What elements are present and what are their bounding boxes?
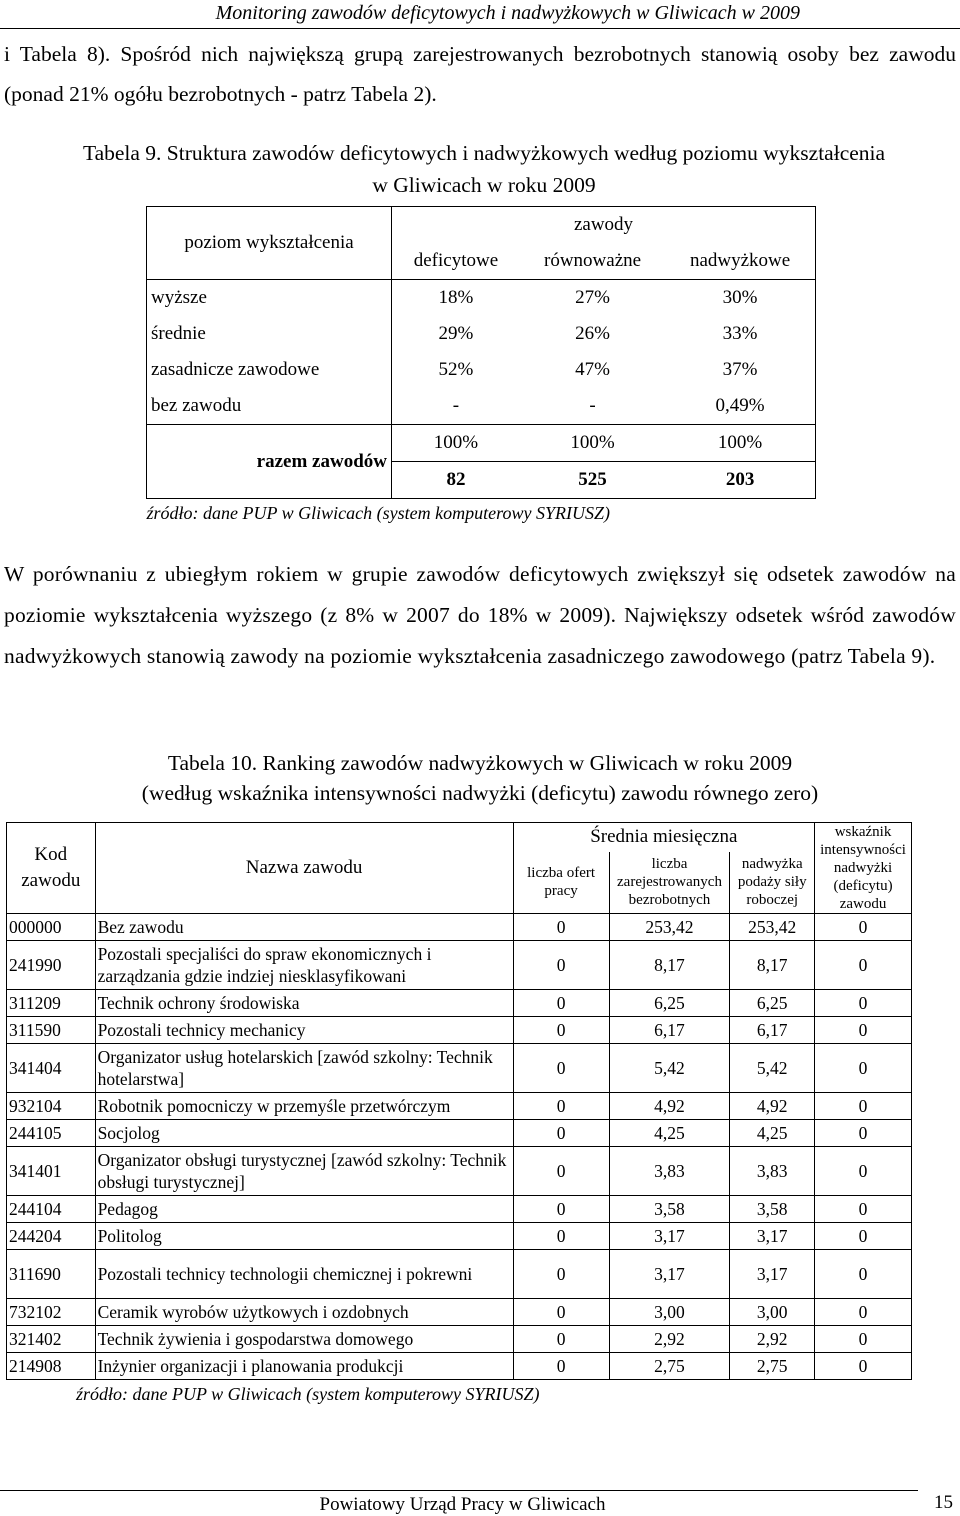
table10-offers-cell: 0: [513, 990, 609, 1017]
table10-code-cell: 311690: [7, 1250, 96, 1299]
table10-surplus-cell: 4,25: [730, 1120, 815, 1147]
table9-cell: 52%: [438, 359, 474, 380]
table10-header-name: Nazwa zawodu: [95, 823, 513, 914]
table-row: [7, 1196, 912, 1223]
table10: [6, 822, 912, 1380]
table10-surplus-cell: 253,42: [730, 914, 815, 941]
table10-surplus-cell: 5,42: [730, 1044, 815, 1093]
table9-total-pct-row: [147, 425, 816, 462]
table9-cell: 18%: [392, 280, 520, 317]
paragraph-2: W porównaniu z ubiegłym rokiem w grupie zawodów deficytowych zwiększył się odsetek zawodów na poziomie wykształcenia wyższego (z 8% w 2007 do 18% w 2009). Największy odsetek wśród zawodów nadwyżkowych stanowią zawody na poziomie wykształcenia zasadniczego zawodowego (patrz Tabela 9).: [4, 562, 956, 668]
table10-unemployed-cell: 6,17: [609, 1017, 730, 1044]
table9-total-cell: 100%: [392, 425, 520, 462]
running-header: Monitoring zawodów deficytowych i nadwyżkowych w Gliwicach w 2009: [215, 2, 800, 24]
table10-index-cell: 0: [815, 1326, 912, 1353]
table10-unemployed-cell: 3,17: [609, 1223, 730, 1250]
table10-surplus-cell: 2,92: [730, 1326, 815, 1353]
table10-code-cell: 932104: [7, 1093, 96, 1120]
table9-caption: [34, 137, 934, 201]
table-row: [7, 914, 912, 941]
table9-total-cell: 82: [392, 462, 520, 499]
table10-code-cell: 321402: [7, 1326, 96, 1353]
table10-name-cell: Organizator usług hotelarskich [zawód szkolny: Technik hotelarstwa]: [95, 1044, 513, 1093]
table9-col-balanced: równoważne: [520, 243, 665, 280]
table9-caption-line2: w Gliwicach w roku 2009: [372, 173, 596, 197]
table10-surplus-cell: 3,00: [730, 1299, 815, 1326]
table9-cell: 27%: [575, 287, 610, 308]
table10-name-cell: Bez zawodu: [95, 914, 513, 941]
table10-caption-line1: Tabela 10. Ranking zawodów nadwyżkowych w Gliwicach w roku 2009: [167, 751, 793, 775]
table9-row-label: średnie: [147, 316, 392, 352]
table10-header-group: Średnia miesięczna: [513, 823, 814, 852]
table10-unemployed-cell: 3,17: [609, 1250, 730, 1299]
table10-code-cell: 341404: [7, 1044, 96, 1093]
table9-total-label: razem zawodów: [147, 425, 392, 499]
table10-name-cell: Pozostali technicy mechanicy: [95, 1017, 513, 1044]
table10-code-cell: 241990: [7, 941, 96, 990]
table10-index-cell: 0: [815, 941, 912, 990]
table9-header-group: zawody: [392, 207, 816, 244]
header-rule: [0, 28, 960, 29]
table10-surplus-cell: 6,25: [730, 990, 815, 1017]
table10-offers-cell: 0: [513, 1044, 609, 1093]
table10-index-cell: 0: [815, 914, 912, 941]
table9-cell: 29%: [438, 323, 474, 344]
table10-unemployed-cell: 5,42: [609, 1044, 730, 1093]
table-row: [7, 1299, 912, 1326]
table9-row: [147, 316, 816, 352]
table-row: [7, 1326, 912, 1353]
table10-name-cell: Technik ochrony środowiska: [95, 990, 513, 1017]
table10-code-cell: 244105: [7, 1120, 96, 1147]
table10-offers-cell: 0: [513, 1120, 609, 1147]
table9-header-level: poziom wykształcenia: [147, 207, 392, 280]
table9-row-label: zasadnicze zawodowe: [147, 352, 392, 388]
footer: Powiatowy Urząd Pracy w Gliwicach: [319, 1494, 606, 1515]
table10-unemployed-cell: 2,75: [609, 1353, 730, 1380]
table10-index-cell: 0: [815, 1093, 912, 1120]
table10-surplus-cell: 2,75: [730, 1353, 815, 1380]
table9-col-surplus: nadwyżkowe: [665, 243, 815, 280]
table10-index-cell: 0: [815, 1223, 912, 1250]
table10-caption-line2: (według wskaźnika intensywności nadwyżki (deficytu) zawodu równego zero): [141, 781, 819, 805]
table10-unemployed-cell: 3,00: [609, 1299, 730, 1326]
table9-col-deficit: deficytowe: [392, 243, 520, 280]
table10-unemployed-cell: 2,92: [609, 1326, 730, 1353]
table10-code-cell: 311590: [7, 1017, 96, 1044]
paragraph-1: i Tabela 8). Spośród nich największą grupą zarejestrowanych bezrobotnych stanowią osoby bez zawodu (ponad 21% ogółu bezrobotnych - patrz Tabela 2).: [4, 42, 956, 106]
table9-row: [147, 352, 816, 388]
table10-header-code: Kod zawodu: [7, 823, 96, 914]
table10-unemployed-cell: 4,25: [609, 1120, 730, 1147]
table10-offers-cell: 0: [513, 1017, 609, 1044]
table9-cell: 26%: [575, 323, 610, 344]
table10-index-cell: 0: [815, 1147, 912, 1196]
table9: [146, 206, 816, 527]
table10-header-index: wskaźnik intensywności nadwyżki (deficytu) zawodu: [815, 823, 912, 914]
table10-name-cell: Ceramik wyrobów użytkowych i ozdobnych: [95, 1299, 513, 1326]
table10-name-cell: Technik żywienia i gospodarstwa domowego: [95, 1326, 513, 1353]
table10-unemployed-cell: 3,58: [609, 1196, 730, 1223]
table9-caption-line1: Tabela 9. Struktura zawodów deficytowych i nadwyżkowych według poziomu wykształcenia: [82, 141, 886, 165]
page-number: 15: [934, 1492, 953, 1513]
table9-total-cell: 203: [665, 462, 815, 499]
table10-name-cell: Pozostali technicy technologii chemicznej i pokrewni: [95, 1250, 513, 1299]
table10-offers-cell: 0: [513, 914, 609, 941]
table10-code-cell: 732102: [7, 1299, 96, 1326]
table10-offers-cell: 0: [513, 1299, 609, 1326]
table10-offers-cell: 0: [513, 1147, 609, 1196]
table-row: [7, 1147, 912, 1196]
table9-cell: 47%: [575, 359, 610, 380]
table10-offers-cell: 0: [513, 1353, 609, 1380]
table10-caption: [100, 748, 860, 808]
table10-header-offers: liczba ofert pracy: [513, 852, 609, 914]
table10-unemployed-cell: 253,42: [609, 914, 730, 941]
table10-name-cell: Socjolog: [95, 1120, 513, 1147]
table10-code-cell: 000000: [7, 914, 96, 941]
table10-offers-cell: 0: [513, 1093, 609, 1120]
table10-index-cell: 0: [815, 1044, 912, 1093]
table9-total-cell: 100%: [665, 425, 815, 462]
table10-surplus-cell: 3,17: [730, 1250, 815, 1299]
table10-offers-cell: 0: [513, 1196, 609, 1223]
table9-cell: -: [520, 388, 665, 425]
table10-name-cell: Pozostali specjaliści do spraw ekonomicznych i zarządzania gdzie indziej niesklasyfikowani: [95, 941, 513, 990]
table10-index-cell: 0: [815, 1353, 912, 1380]
table10-code-cell: 244204: [7, 1223, 96, 1250]
table10-name-cell: Inżynier organizacji i planowania produkcji: [95, 1353, 513, 1380]
table9-total-cell: 100%: [520, 425, 665, 462]
table10-source: źródło: dane PUP w Gliwicach (system komputerowy SYRIUSZ): [76, 1384, 540, 1404]
table10-code-cell: 341401: [7, 1147, 96, 1196]
table10-header-unemployed: liczba zarejestrowanych bezrobotnych: [609, 852, 730, 914]
table9-cell: 33%: [665, 316, 815, 352]
table10-surplus-cell: 6,17: [730, 1017, 815, 1044]
table10-name-cell: Organizator obsługi turystycznej [zawód szkolny: Technik obsługi turystycznej]: [95, 1147, 513, 1196]
table10-surplus-cell: 8,17: [730, 941, 815, 990]
table10-code-cell: 214908: [7, 1353, 96, 1380]
table10-offers-cell: 0: [513, 1250, 609, 1299]
table-row: [7, 1353, 912, 1380]
table10-unemployed-cell: 6,25: [609, 990, 730, 1017]
table9-cell: -: [392, 388, 520, 425]
table10-offers-cell: 0: [513, 1223, 609, 1250]
table-row: [7, 1120, 912, 1147]
table9-row-label: bez zawodu: [147, 388, 392, 425]
table10-offers-cell: 0: [513, 1326, 609, 1353]
table-row: [7, 1017, 912, 1044]
table9-cell: 37%: [665, 352, 815, 388]
table10-unemployed-cell: 4,92: [609, 1093, 730, 1120]
table9-cell: 30%: [665, 280, 815, 317]
table-row: [7, 990, 912, 1017]
table10-index-cell: 0: [815, 990, 912, 1017]
table10-index-cell: 0: [815, 1017, 912, 1044]
table10-name-cell: Robotnik pomocniczy w przemyśle przetwórczym: [95, 1093, 513, 1120]
table9-cell: 0,49%: [665, 388, 815, 425]
table10-unemployed-cell: 8,17: [609, 941, 730, 990]
table9-source: źródło: dane PUP w Gliwicach (system komputerowy SYRIUSZ): [146, 502, 610, 523]
table9-total-cell: 525: [520, 462, 665, 499]
table10-name-cell: Politolog: [95, 1223, 513, 1250]
table10-code-cell: 244104: [7, 1196, 96, 1223]
table10-offers-cell: 0: [513, 941, 609, 990]
table10-surplus-cell: 4,92: [730, 1093, 815, 1120]
table10-index-cell: 0: [815, 1196, 912, 1223]
table-row: [7, 1250, 912, 1299]
table-row: [7, 1093, 912, 1120]
table9-row: [147, 280, 816, 317]
table10-surplus-cell: 3,58: [730, 1196, 815, 1223]
table10-surplus-cell: 3,17: [730, 1223, 815, 1250]
table10-header-surplus: nadwyżka podaży siły roboczej: [730, 852, 815, 914]
table-row: [7, 941, 912, 990]
table10-index-cell: 0: [815, 1250, 912, 1299]
table10-surplus-cell: 3,83: [730, 1147, 815, 1196]
table10-index-cell: 0: [815, 1120, 912, 1147]
table10-index-cell: 0: [815, 1299, 912, 1326]
table-row: [7, 1044, 912, 1093]
table10-code-cell: 311209: [7, 990, 96, 1017]
table10-name-cell: Pedagog: [95, 1196, 513, 1223]
footer-rule: [0, 1490, 918, 1491]
table-row: [7, 1223, 912, 1250]
table9-row-label: wyższe: [147, 280, 392, 317]
table10-unemployed-cell: 3,83: [609, 1147, 730, 1196]
table9-row: [147, 388, 816, 425]
